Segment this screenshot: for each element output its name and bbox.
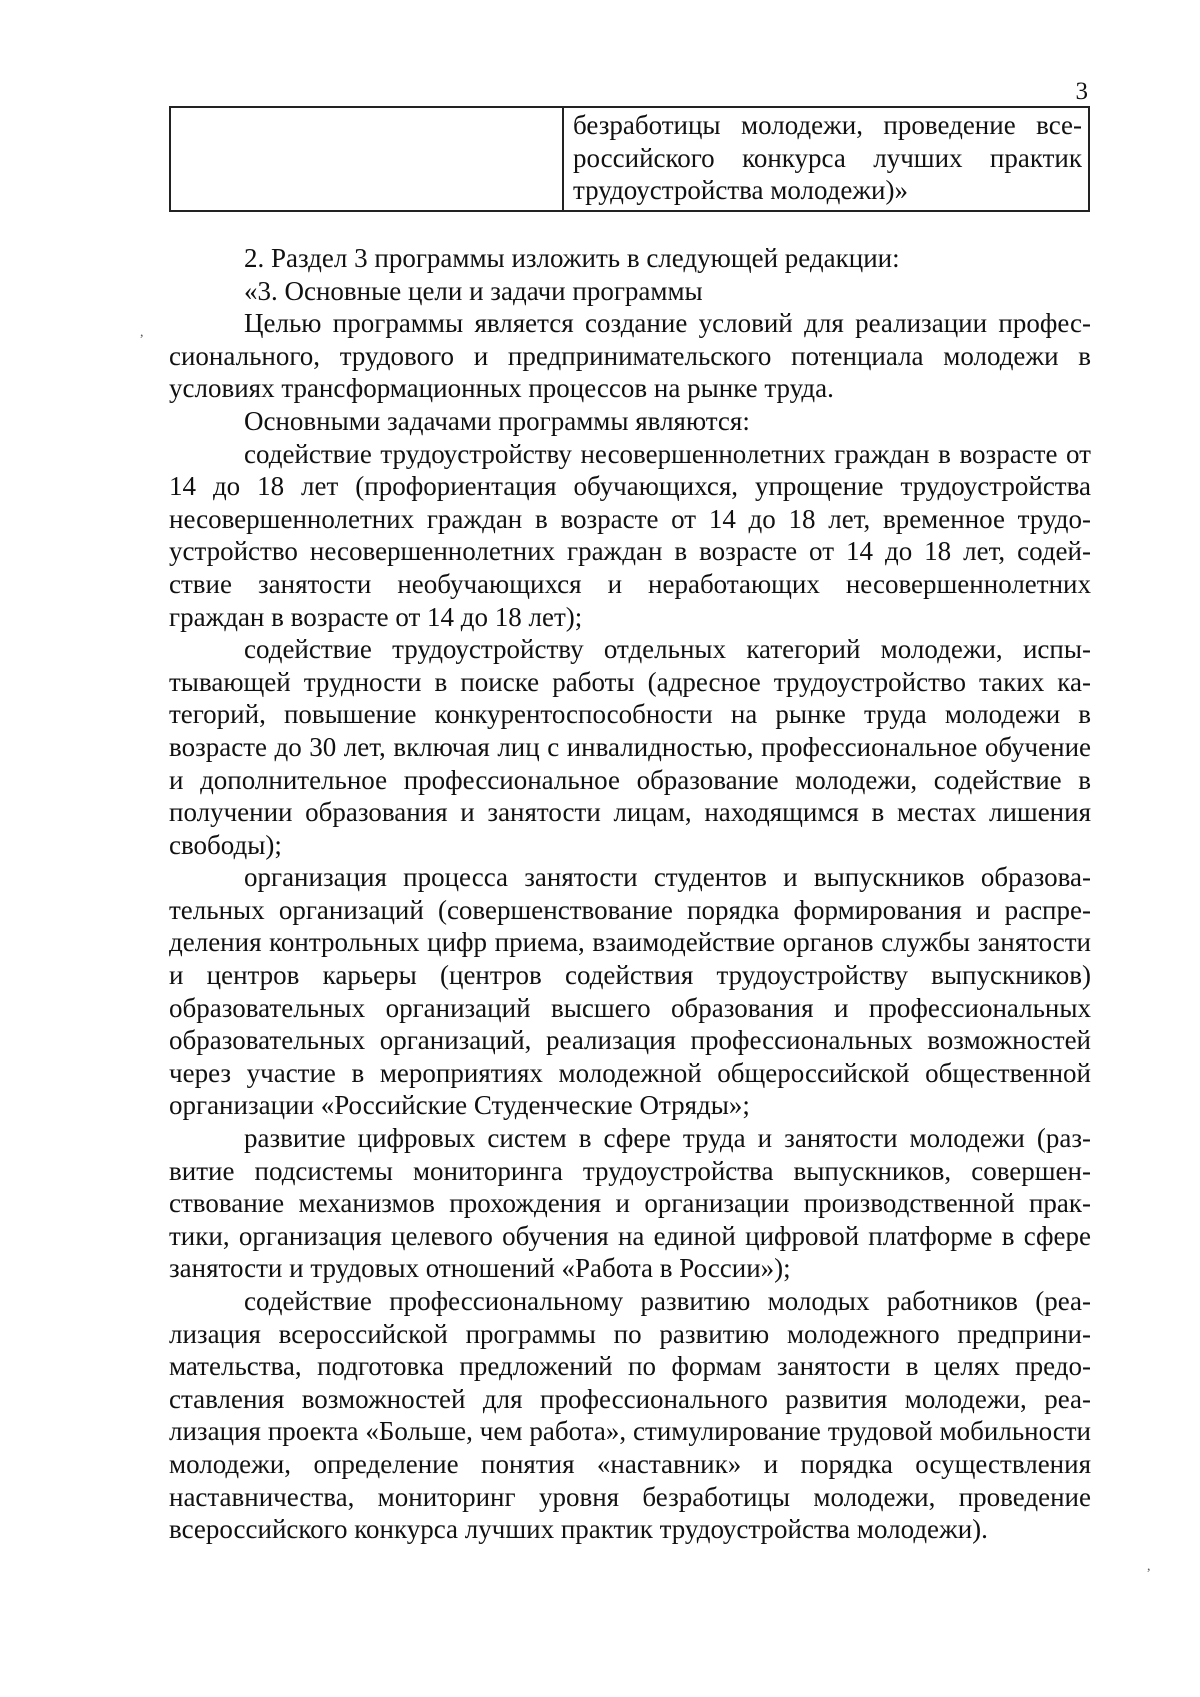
- program-table-wrap: [169, 106, 1090, 212]
- task-paragraph-4: развитие цифровых систем в сфере труда и занятости молодежи (развитие подсистемы мониторинга трудоустройства выпускников, совершенствование механизмов прохождения и организации производственной практики, организация целевого обучения на единой цифровой платформе в сфере занятости и трудовых отношений «Работа в России»);: [169, 1123, 1091, 1284]
- table-cell-right: безработицы молодежи, проведение всероссийского конкурса лучших практик трудоустройства молодежи)»: [563, 107, 1089, 211]
- document-body: [169, 242, 1091, 1546]
- table-row: [170, 107, 1089, 211]
- scan-speck: ,: [140, 325, 144, 340]
- task-paragraph-1: содействие трудоустройству несовершеннолетних граждан в возрасте от 14 до 18 лет (профориентация обучающихся, упрощение трудоустройства несовершеннолетних граждан в возрасте от 14 до 18 лет, временное трудоустройство несовершеннолетних граждан в возрасте от 14 до 18 лет, содействие занятости необучающихся и неработающих несовершеннолетних граждан в возрасте от 14 до 18 лет);: [169, 438, 1091, 632]
- scan-speck: ,: [1147, 1559, 1151, 1574]
- goal-paragraph: Целью программы является создание условий для реализации профессионального, трудового и предпринимательского потенциала молодежи в условиях трансформационных процессов на рынке труда.: [169, 308, 1091, 404]
- tasks-intro-paragraph: Основными задачами программы являются:: [244, 405, 750, 436]
- task-paragraph-5: содействие профессиональному развитию молодых работников (реализация всероссийской программы по развитию молодежного предпринимательства, подготовка предложений по формам занятости в целях предоставления возможностей для профессионального развития молодежи, реализация проекта «Больше, чем работа», стимулирование трудовой мобильности молодежи, определение понятия «наставник» и порядка осуществления наставничества, мониторинг уровня безработицы молодежи, проведение всероссийского конкурса лучших практик трудоустройства молодежи).: [169, 1286, 1091, 1545]
- section-heading: «3. Основные цели и задачи программы: [244, 275, 703, 306]
- task-paragraph-3: организация процесса занятости студентов и выпускников образовательных организаций (совершенствование порядка формирования и распределения контрольных цифр приема, взаимодействие органов службы занятости и центров карьеры (центров содействия трудоустройству выпускников) образовательных организаций высшего образования и профессиональных образовательных организаций, реализация профессиональных возможностей через участие в мероприятиях молодежной общероссийской общественной организации «Российские Студенческие Отряды»;: [169, 862, 1091, 1121]
- table-cell-left: [170, 107, 563, 211]
- task-paragraph-2: содействие трудоустройству отдельных категорий молодежи, испытывающей трудности в поиске работы (адресное трудоустройство таких категорий, повышение конкурентоспособности на рынке труда молодежи в возрасте до 30 лет, включая лиц с инвалидностью, профессиональное обучение и дополнительное профессиональное образование молодежи, содействие в получении образования и занятости лицам, находящимся в местах лишения свободы);: [169, 634, 1091, 860]
- program-table: [169, 106, 1090, 212]
- page-number: 3: [1075, 78, 1088, 105]
- amendment-paragraph: 2. Раздел 3 программы изложить в следующей редакции:: [244, 243, 900, 273]
